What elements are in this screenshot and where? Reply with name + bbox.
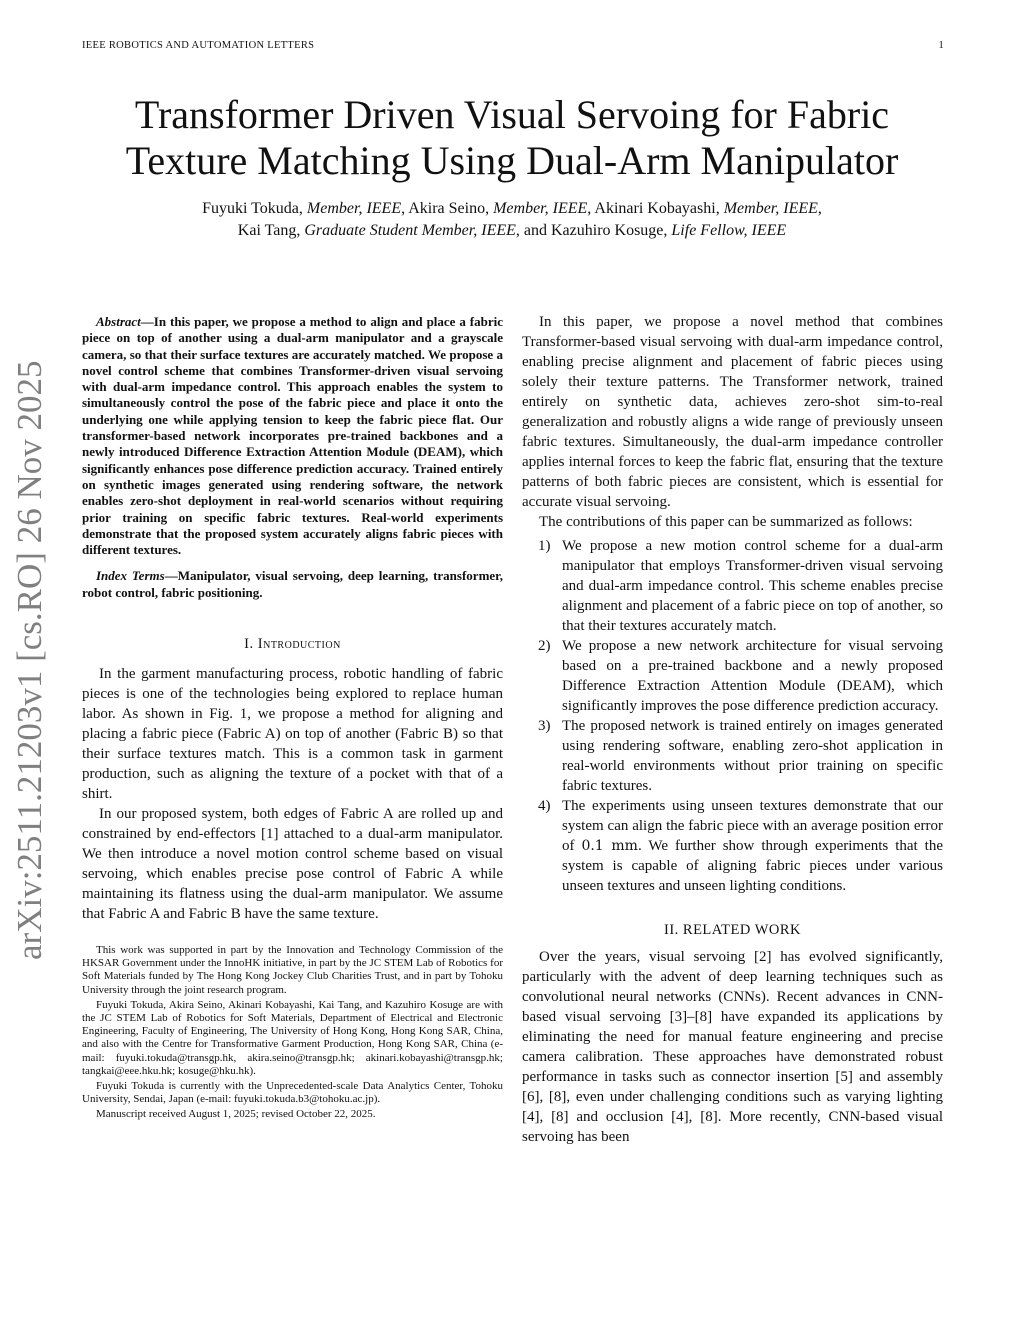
list-number: 2) — [538, 638, 551, 654]
journal-name: IEEE ROBOTICS AND AUTOMATION LETTERS — [82, 40, 315, 51]
title-line-1: Transformer Driven Visual Servoing for Fabric — [134, 92, 890, 137]
author-name: , and Kazuhiro Kosuge, — [515, 222, 672, 239]
author-role: Life Fellow, IEEE — [671, 222, 787, 239]
list-item — [522, 716, 943, 796]
author-separator: , — [817, 200, 822, 217]
footnote-manuscript-dates: Manuscript received August 1, 2025; revised October 22, 2025. — [96, 1108, 376, 1121]
paper-title — [60, 92, 964, 184]
section-title: Introduction — [257, 636, 341, 653]
list-text: We propose a new motion control scheme for a dual-arm manipulator that employs Transformer-driven visual servoing and dual-arm impedance control. This scheme enables precise alignment and placement of a fabric piece on top of another, so that their textures accurately match. — [562, 538, 943, 634]
author-name: , Akinari Kobayashi, — [587, 200, 724, 217]
intro-paragraph-3: In this paper, we propose a novel method that combines Transformer-based visual servoing with dual-arm impedance control, enabling precise alignment and placement of fabric pieces using solely their texture patterns. The Transformer network, trained entirely on synthetic data, achieves zero-shot sim-to-real generalization and robustly aligns a wide range of previously unseen fabric textures. Simultaneously, the dual-arm impedance controller applies internal forces to keep the fabric flat, ensuring that the texture patterns of both fabric pieces are consistent, which is essential for accurate visual servoing. — [522, 314, 943, 510]
contributions-list — [522, 536, 943, 896]
author-role: Member, IEEE — [723, 200, 818, 217]
list-text: The proposed network is trained entirely on images generated using rendering software, enabling zero-shot application in real-world environments without prior training on specific fabric textures. — [562, 718, 943, 794]
section-heading-related-work: II. RELATED WORK — [663, 922, 801, 938]
index-terms-label: Index Terms — [96, 568, 165, 584]
author-line-1 — [60, 198, 964, 220]
author-line-2 — [60, 220, 964, 242]
author-name: Fuyuki Tokuda, — [202, 200, 307, 217]
page-number: 1 — [938, 40, 944, 51]
abstract-text: —In this paper, we propose a method to align and place a fabric piece on top of another using a dual-arm manipulator and a grayscale camera, so that their surface textures are accurately matched. We propose a novel control scheme that combines Transformer-driven visual servoing with dual-arm impedance control. This approach enables the system to simultaneously control the pose of the fabric piece and place it onto the underlying one while applying tension to keep the fabric piece flat. Our transformer-based network incorporates pre-trained backbones and a newly introduced Difference Extraction Attention Module (DEAM), which significantly enhances pose difference prediction accuracy. Trained entirely on synthetic images generated using rendering software, the network enables zero-shot deployment in real-world scenarios without requiring prior training on specific fabric textures. Real-world experiments demonstrate that the proposed system accurately aligns fabric pieces with different textures. — [82, 314, 503, 558]
list-text: We propose a new network architecture for visual servoing based on a pre-trained backbone and a newly proposed Difference Extraction Attention Module (DEAM), which significantly improves the pose difference prediction accuracy. — [562, 638, 943, 714]
math-value: 0.1 mm — [581, 838, 638, 854]
contributions-intro: The contributions of this paper can be summarized as follows: — [539, 514, 913, 530]
abstract — [82, 314, 503, 558]
list-number: 1) — [538, 538, 551, 554]
intro-paragraph-2: In our proposed system, both edges of Fabric A are rolled up and constrained by end-effectors [1] attached to a dual-arm manipulator. We then introduce a novel motion control scheme based on visual servoing, which enables precise pose control of Fabric A while maintaining its flatness using the dual-arm manipulator. We assume that Fabric A and Fabric B have the same texture. — [82, 806, 503, 923]
footnotes — [82, 944, 503, 1122]
author-name: Kai Tang, — [237, 222, 305, 239]
list-number: 4) — [538, 798, 551, 814]
author-role: Member, IEEE — [493, 200, 588, 217]
author-role: Member, IEEE — [306, 200, 402, 217]
arxiv-stamp: arXiv:2511.21203v1 [cs.RO] 26 Nov 2025 — [10, 360, 49, 960]
title-line-2: Texture Matching Using Dual-Arm Manipulator — [125, 138, 899, 183]
index-terms-text: —Manipulator, visual servoing, deep learning, transformer, robot control, fabric positioning. — [82, 568, 503, 600]
related-work-paragraph-1: Over the years, visual servoing [2] has evolved significantly, particularly with the advent of deep learning techniques such as convolutional neural networks (CNNs). Recent advances in CNN-based visual servoing [3]–[8] have expanded its applications by eliminating the need for manual feature engineering and precise camera calibration. These approaches have demonstrated robust performance in tasks such as connector insertion [5] and assembly [6], [8], even under challenging conditions such as varying lighting [4], [8] and occlusion [4], [8]. More recently, CNN-based visual servoing has been — [522, 949, 943, 1145]
abstract-label: Abstract — [96, 314, 141, 329]
running-header — [82, 40, 944, 56]
section-numeral: I. — [244, 636, 258, 653]
list-text: The experiments using unseen textures demonstrate that our system can align the fabric piece with an average position error of — [562, 798, 943, 854]
author-list — [60, 198, 964, 242]
list-number: 3) — [538, 718, 551, 734]
list-item — [522, 536, 943, 636]
footnote-affiliation: Fuyuki Tokuda, Akira Seino, Akinari Kobayashi, Kai Tang, and Kazuhiro Kosuge are with the JC STEM Lab of Robotics for Soft Materials, Department of Electrical and Electronic Engineering, Faculty of Engineering, The University of Hong Kong, Hong Kong SAR, China, and also with the Centre for Transformative Garment Production, Hong Kong SAR, China (e-mail: fuyuki.tokuda@transgp.hk, akira.seino@transgp.hk; akinari.kobayashi@transgp.hk; tangkai@eee.hku.hk; kosuge@hku.hk). — [82, 998, 503, 1077]
footnote-current-affiliation: Fuyuki Tokuda is currently with the Unprecedented-scale Data Analytics Center, Tohoku University, Sendai, Japan (e-mail: fuyuki.tokuda.b3@tohoku.ac.jp). — [82, 1080, 503, 1106]
list-item — [522, 796, 943, 896]
left-column — [82, 314, 503, 1124]
footnote-funding: This work was supported in part by the Innovation and Technology Commission of the HKSAR Government under the InnoHK initiative, in part by the JC STEM Lab of Robotics for Soft Materials funded by The Hong Kong Jockey Club Charities Trust, and in part by Tohoku University through the joint research program. — [82, 944, 503, 996]
author-name: , Akira Seino, — [401, 200, 494, 217]
list-text: . We further show through experiments that the system is capable of aligning fabric pieces under various unseen textures and unseen lighting conditions. — [562, 838, 943, 894]
index-terms — [82, 568, 503, 601]
author-role: Graduate Student Member, IEEE — [304, 222, 516, 239]
list-item — [522, 636, 943, 716]
right-column — [522, 312, 943, 1147]
section-heading-introduction — [82, 636, 503, 653]
intro-paragraph-1: In the garment manufacturing process, robotic handling of fabric pieces is one of the technologies being explored to replace human labor. As shown in Fig. 1, we propose a method for aligning and placing a fabric piece (Fabric A) on top of another (Fabric B) so that their surface textures match. This is a common task in garment production, such as aligning the texture of a pocket with that of a shirt. — [82, 666, 503, 803]
